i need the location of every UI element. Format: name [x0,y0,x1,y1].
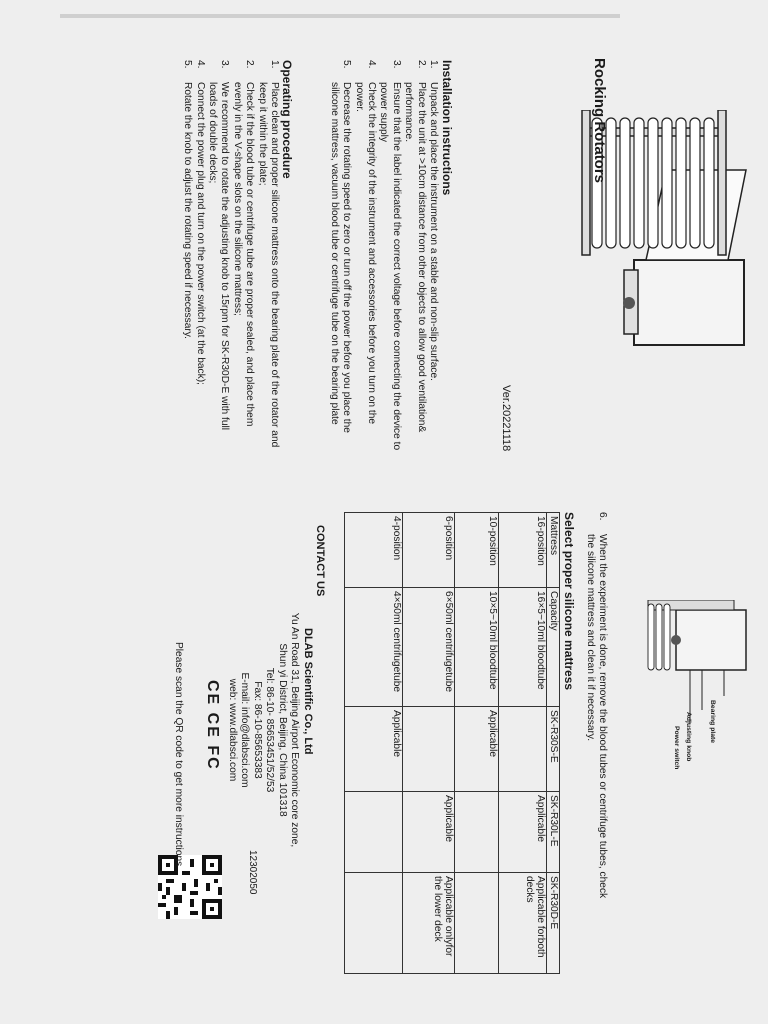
list-item: 3. We recommend to rotate the adjusting knob to 15rpm for SK-R30D-E with full loads of double decks; [206,60,231,431]
table-cell [345,873,403,974]
phone: Tel: 86-10- 85653451/52/53 [264,667,276,793]
mattress-table [345,512,561,974]
bearing-plate-label: Bearing plate [709,700,716,744]
list-item: 2. Check if the blood tube or centrifuge tube are proper sealed, and place them evenly in the V-shape slots on the silicone mattress; [231,60,256,427]
table-row [455,513,499,974]
fax: Fax: 86-10-85653383 [251,681,263,779]
table-cell: Applicable forboth decks [499,873,547,974]
installation-list [327,60,439,455]
installation-heading: Installation instructions [440,60,454,196]
rotator-diagram [646,600,754,815]
table-cell: Applicable [455,707,499,792]
table-row [499,513,547,974]
power-switch-label: Power switch [673,726,680,770]
table-cell: 6×50ml centrifugetube [403,588,455,707]
list-item: 2. Place the unit at >10cm distance from other objects to allow good ventilation& performance. [403,60,427,433]
table-cell: 4-position [345,513,403,588]
table-cell: 16×5~10ml bloodtube [499,588,547,707]
table-row [403,513,455,974]
operating-heading: Operating procedure [280,60,294,179]
column-header: SK-R30L-E [547,792,560,873]
table-cell: 4×50ml centrifugetube [345,588,403,707]
adjusting-knob-label: Adjusting knob [685,712,692,762]
table-cell: Applicable [345,707,403,792]
certification-marks: CE CE FC [204,680,221,771]
table-cell: Applicable [403,792,455,873]
table-cell: 10-position [455,513,499,588]
list-item: 5. Decrease the rotating speed to zero or turn off the power before you place the silicone mattress, vacuum blood tube or centrifuge tube on the bearing plate [328,60,353,433]
table-header-row [547,513,560,974]
list-item: 5. Rotate the knob to adjust the rotating speed if necessary. [182,60,194,339]
table-cell [455,792,499,873]
list-item: 3. Ensure that the label indicated the correct voltage before connecting the device to power supply [378,60,402,451]
after-list [583,512,608,902]
document-code: 12302050 [247,850,258,895]
list-item: 4. Check the integrity of the instrument and accessories before you turn on the power. [353,60,377,425]
mattress-heading: Select proper silicone mattress [562,512,576,691]
table-row [345,513,403,974]
table-cell [499,707,547,792]
table-cell [345,792,403,873]
table-cell: 10×5~10ml bloodtube [455,588,499,707]
website: web: www.dlabsci.com [226,678,238,782]
contact-heading: CONTACT US [314,525,326,597]
table-cell: Applicable [499,792,547,873]
table-cell: 6-position [403,513,455,588]
email: E-mail: info@dlabsci.com [239,672,251,788]
page-title: Rocking Rotators [591,58,608,184]
column-header: Mattress [547,513,560,588]
address: Yu An Road 31, Beijing Airport Economic core zone, Shun yi District, Beijing, China 101318 [276,612,300,848]
column-header: Capacity [547,588,560,707]
column-header: SK-R30S-E [547,707,560,792]
version-label: Ver.20221118 [500,385,512,452]
table-cell: 16-position [499,513,547,588]
operating-list [181,60,280,455]
contact-details [226,600,300,860]
table-cell [403,707,455,792]
table-cell [455,873,499,974]
list-item: 4. Connect the power plug and turn on the power switch (at the back); [194,60,206,385]
list-item: 1. Place clean and proper silicone mattress onto the bearing plate of the rotator and keep it within the plate; [256,60,280,448]
scan-note: Please scan the QR code to get more instructions [173,642,184,867]
column-header: SK-R30D-E [547,873,560,974]
table-cell: Applicable onlyfor the lower deck [403,873,455,974]
list-item: 6. When the experiment is done, remove the blood tubes or centrifuge tubes, check the silicone mattress and clean it if necessary. [584,512,608,899]
qr-code [158,855,222,919]
list-item: 1. Unpack and place the instrument on a stable and non-slip surface. [428,60,439,382]
company-name: DLAB Scientific Co., Ltd [302,628,314,755]
